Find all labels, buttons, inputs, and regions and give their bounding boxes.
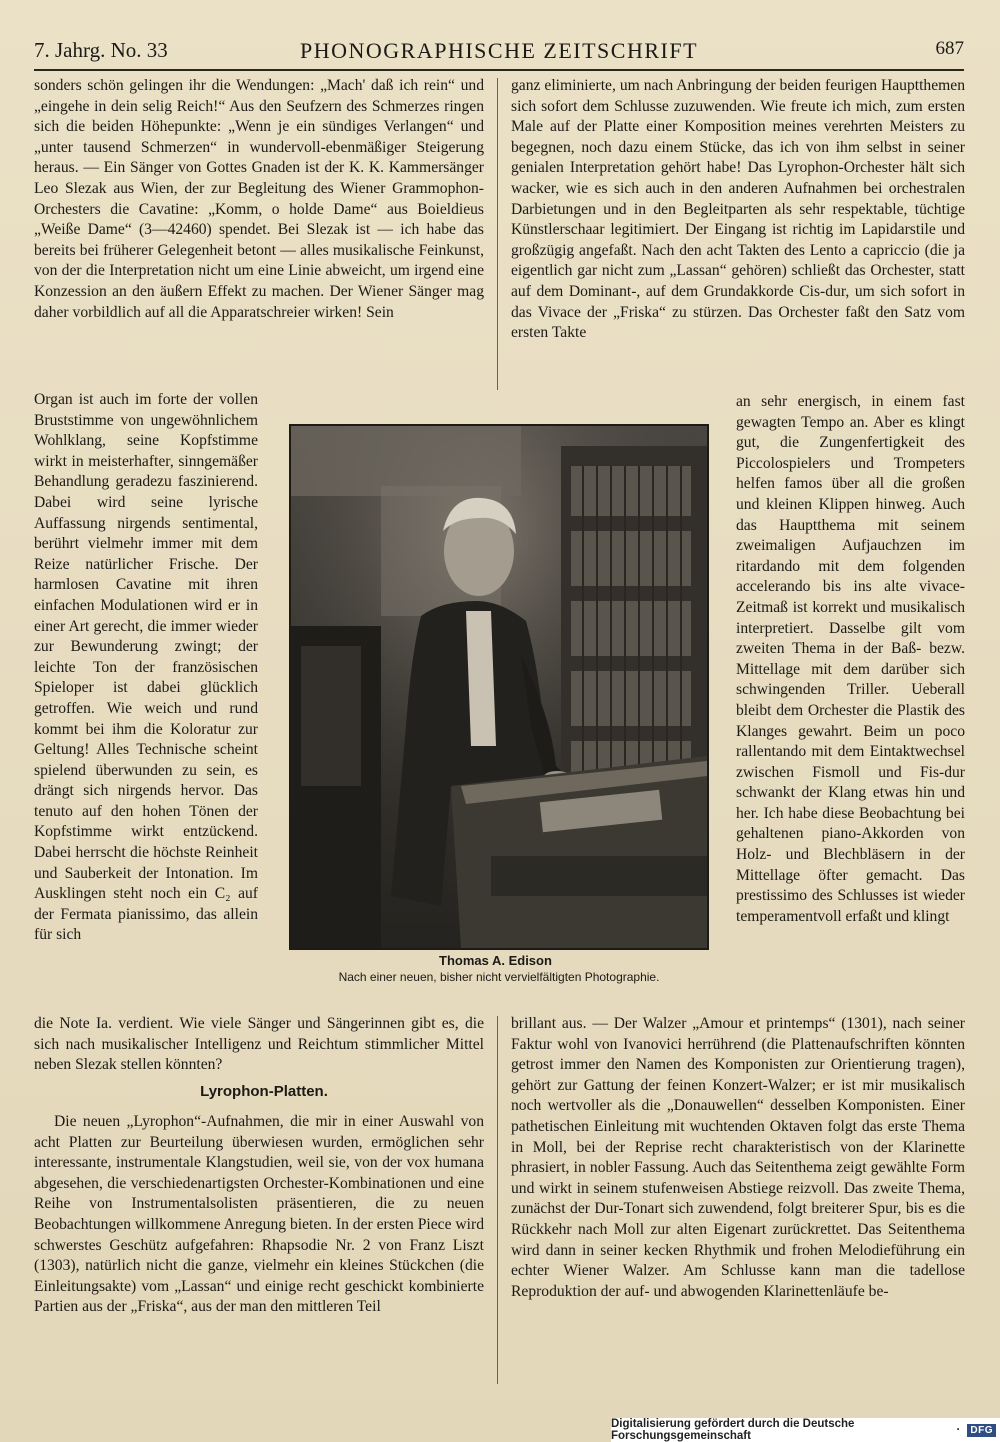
paragraph-lyrophon: Die neuen „Lyrophon“-Aufnahmen, die mir in einer Auswahl von acht Platten zur Beurteilung überwiesen wurden, ermöglichen sehr interessante, instrumentale Klangstudien, weil sie, von der vox humana abgesehen, die verschiedenartigsten Orchester-Kombinationen und eine Reihe von Instrumentalsolisten präsentieren, die zu neuen Beobachtungen willkommene Anregung bieten. In der ersten Piece wird schwerstes Geschütz aufgefahren: Rhapsodie Nr. 2 von Franz Liszt (1303), natürlich nicht die ganze, vielmehr ein kleines Stückchen (die Einleitungsakte) vom „Lassan“ und einige recht geschickt kombinierte Partien aus der „Friska“, aus der man den mittleren Teil (34, 1113, 484, 1316)
page-header (34, 38, 964, 68)
left-column-top (34, 76, 484, 392)
photo-caption-name: Thomas A. Edison (439, 953, 552, 968)
page-number: 687 (935, 38, 964, 59)
section-heading: Lyrophon-Platten. (200, 1083, 328, 1100)
left-column-bottom-lead (34, 1014, 484, 1080)
edison-photograph (289, 424, 709, 950)
journal-title: PHONOGRAPHISCHE ZEITSCHRIFT (299, 38, 699, 63)
paragraph-slezak: sonders schön gelingen ihr die Wendungen: „Mach' daß ich rein“ und „eingehe in dein selig Reich!“ Aus den Seufzern des Schmerzes ringen sich die beiden Höhepunkte: „Wenn je ein sündiges Verlangen“ und „unter tausend Schmerzen“ in wundervoll-ebenmäßiger Steigerung heraus. — Ein Sänger von Gottes Gnaden ist der K. K. Kammersänger Leo Slezak aus Wien, der zur Begleitung des Wiener Grammophon-Orchesters die Cavatine: „Komm, o holde Dame“ aus Boieldieus „Weiße Dame“ (3—42460) spendet. Bei Slezak ist — ich habe das bereits bei früherer Gelegenheit betont — alles musikalische Feinkunst, von der die Interpretation nicht um eine Linie abweicht, um irgend eine Konzession an den äußern Effekt zu machen. Der Wiener Sänger mag daher vorbildlich auf all die Apparatschreier wirken! Sein (34, 77, 484, 321)
photo-caption-subtitle: Nach einer neuen, bisher nicht vervielfältigten Photographie. (338, 970, 660, 984)
digitization-footer: Digitalisierung gefördert durch die Deutsche Forschungsgemeinschaft · DFG (611, 1418, 1000, 1442)
volume-label: 7. Jahrg. No. 33 (34, 38, 168, 62)
left-column-section (34, 1112, 484, 1384)
paragraph-orchester: an sehr energisch, in einem fast gewagten Tempo an. Aber es klingt gut, die Zungenfertigkeit des Piccolospielers und Trompeters helfen famos über all die großen und kleinen Klippen hinweg. Auch das Hauptthema mit seinem zweimaligen Aufjauchzen im ritardando mit dem folgenden accelerando bis ins alte vivace-Zeitmaß ist korrekt und musikalisch interpretiert. Dasselbe gilt vom zweiten Thema in der Baß- bezw. Mittellage mit dem darüber sich schwingenden Triller. Ueberall bleibt dem Orchester die Plastik des Klanges gewahrt. Beim un poco rallentando mit dem Eintaktwechsel zwischen Fismoll und Fis-dur schwankt der Klang etwas hin und her. Ich habe diese Beobachtung bei gehaltenen piano-Akkorden von Holz- und Blechbläsern in der Mittellage öfter gemacht. Das prestissimo des Schlusses ist wieder temperamentvoll erfaßt und klingt (736, 393, 965, 925)
column-divider-bottom (497, 1016, 498, 1384)
footer-text: Digitalisierung gefördert durch die Deutsche Forschungsgemeinschaft (611, 1418, 855, 1442)
paragraph-organ: Organ ist auch im forte der vollen Bruststimme von ungewöhnlichem Wohlklang, seine Kopfstimme wirkt in meisterhafter, sinngemäßer Behandlung geradezu faszinierend. Dabei wird seine lyrische Auffassung nirgends sentimental, berührt vielmehr immer mit dem Reize natürlicher Frische. Der harmlosen Cavatine mit ihren einfachen Modulationen wird er in einer Art gerecht, die immer wieder zur Bewunderung zwingt; der leichte Ton der französischen Spieloper ist dabei glücklich getroffen. Wie weich und rund kommt bei ihm die Koloratur zur Geltung! Alles Technische scheint spielend überwunden zu sein, es drängt sich nirgends hervor. Das tenuto auf den hohen Tönen der Kopfstimme wirkt entzückend. Dabei herrscht die höchste Reinheit und Sauberkeit der Intonation. Im Ausklingen steht noch ein C₂ auf der Fermata pianissimo, das allein für sich (34, 391, 258, 944)
paragraph-note: die Note Ia. verdient. Wie viele Sänger und Sängerinnen gibt es, die sich nach musikalischer Intelligenz und Reichtum stimmlicher Mittel neben Slezak stellen könnten? (34, 1015, 484, 1074)
header-rule (34, 69, 964, 71)
dfg-logo-icon: DFG (967, 1424, 996, 1437)
photo-illustration (291, 426, 707, 948)
right-column-top (511, 76, 965, 392)
paragraph-lassan: ganz eliminierte, um nach Anbringung der beiden feurigen Hauptthemen sich sofort dem Schlusse zuzuwenden. Wie freute ich mich, zum ersten Male auf der Platte einer Komposition meines verehrten Meisters zu begegnen, noch dazu einem Stücke, das ich von ihm selbst in seiner genialen Interpretation gehört habe! Das Lyrophon-Orchester hält sich wacker, wie es sich auch in den anderen Aufnahmen bei orchestralen Darbietungen und in den Begleitparten als sehr respektable, tüchtige Künstlerschaar legitimiert. Der Eingang ist richtig im Lapidarstile und großzügig angefaßt. Nach den acht Takten des Lento a capriccio (die ja eigentlich gar nicht zum „Lassan“ gehören) schließt das Orchester, statt auf dem Dominant-, auf dem Grundakkorde Cis-dur, um sich sofort in das Vivace der „Friska“ zu stürzen. Das Orchester faßt den Satz vom ersten Takte (511, 77, 965, 342)
left-column-narrow (34, 390, 258, 1012)
column-divider-top (497, 78, 498, 390)
right-column-narrow (736, 392, 965, 1012)
right-column-bottom (511, 1014, 965, 1384)
paragraph-walzer: brillant aus. — Der Walzer „Amour et printemps“ (1301), nach seiner Faktur wohl von Ivanovici herrührend (die Plattenaufschriften könnten getrost immer den Namen des Komponisten zur Orientierung tragen), gehört zur Gattung der feinen Konzert-Walzer; er ist mir musikalisch noch wertvoller als die „Donauwellen“ desselben Komponisten. Einer pathetischen Einleitung mit wuchtenden Oktaven folgt das erste Thema in Moll, bei der Reprise recht charakteristisch von der Klarinette phrasiert, in nobler Fassung. Auch das Seitenthema zeigt gewählte Form und wirkt in seinem stufenweisen Abstiege reizvoll. Das zweite Thema, zunächst der Dur-Tonart sich zuwendend, folgt breiterer Spur, bis es die Rückkehr nach Moll zur alten Eigenart zurückrettet. Das Seitenthema wird dann in seiner kecken Rhythmik und frohen Melodieführung ein echter Wiener Walzer. Am Schlusse kann man die tadellose Reproduktion der auf- und abwogenden Klarinettenläufe be- (511, 1015, 965, 1300)
